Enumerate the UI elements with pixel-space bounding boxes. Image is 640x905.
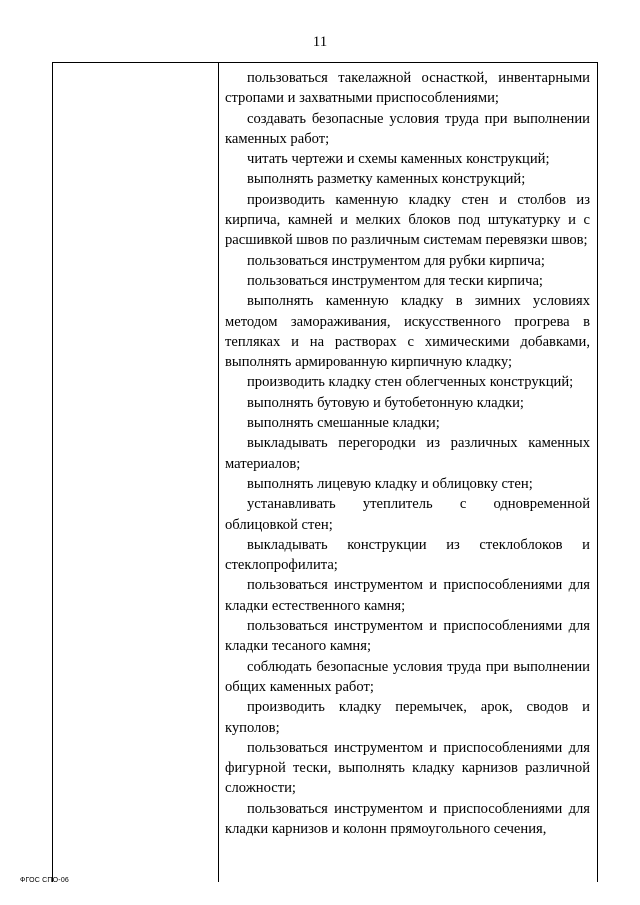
skill-item: пользоваться инструментом и приспособлениями для кладки карнизов и колонн прямоугольного сечения, <box>225 800 590 837</box>
column-divider <box>218 63 219 882</box>
table-left-cell <box>53 63 218 882</box>
skill-item: выполнять смешанные кладки; <box>247 415 440 432</box>
skill-item: выкладывать конструкции из стеклоблоков и стеклопрофилита; <box>225 536 590 574</box>
skill-item: производить каменную кладку стен и столбов из кирпича, камней и мелких блоков под штукатурку и с расшивкой швов по различным системам перевязки швов; <box>225 191 590 249</box>
skill-item: пользоваться инструментом и приспособлениями для кладки естественного камня; <box>225 577 590 614</box>
skill-item: производить кладку стен облегченных конструкций; <box>247 374 574 391</box>
skill-item: соблюдать безопасные условия труда при выполнении общих каменных работ; <box>225 658 590 695</box>
skill-item: читать чертежи и схемы каменных конструкций; <box>247 151 550 168</box>
skill-item: создавать безопасные условия труда при выполнении каменных работ; <box>225 110 590 147</box>
skills-list <box>225 68 590 839</box>
skill-item: выполнять лицевую кладку и облицовку стен; <box>247 475 533 492</box>
skill-item: выполнять разметку каменных конструкций; <box>247 171 526 188</box>
skill-item: устанавливать утеплитель с одновременной облицовкой стен; <box>225 496 590 533</box>
skill-item: выполнять каменную кладку в зимних условиях методом замораживания, искусственного прогрева в тепляках и на растворах с химическими добавками, выполнять армированную кирпичную кладку; <box>225 293 590 371</box>
skill-item: пользоваться инструментом для рубки кирпича; <box>247 252 545 269</box>
skill-item: пользоваться инструментом для тески кирпича; <box>247 272 543 289</box>
footer-label: ФГОС СПО-06 <box>20 877 70 884</box>
skill-item: выкладывать перегородки из различных каменных материалов; <box>225 435 590 472</box>
skill-item: пользоваться инструментом и приспособлениями для кладки тесаного камня; <box>225 618 590 655</box>
skill-item: пользоваться такелажной оснасткой, инвентарными стропами и захватными приспособлениями; <box>225 70 590 107</box>
skills-table <box>52 62 598 882</box>
skill-item: пользоваться инструментом и приспособлениями для фигурной тески, выполнять кладку карнизов различной сложности; <box>225 739 590 797</box>
skill-item: выполнять бутовую и бутобетонную кладки; <box>247 394 524 411</box>
skill-item: производить кладку перемычек, арок, сводов и куполов; <box>225 699 590 736</box>
page-number: 11 <box>312 34 328 50</box>
